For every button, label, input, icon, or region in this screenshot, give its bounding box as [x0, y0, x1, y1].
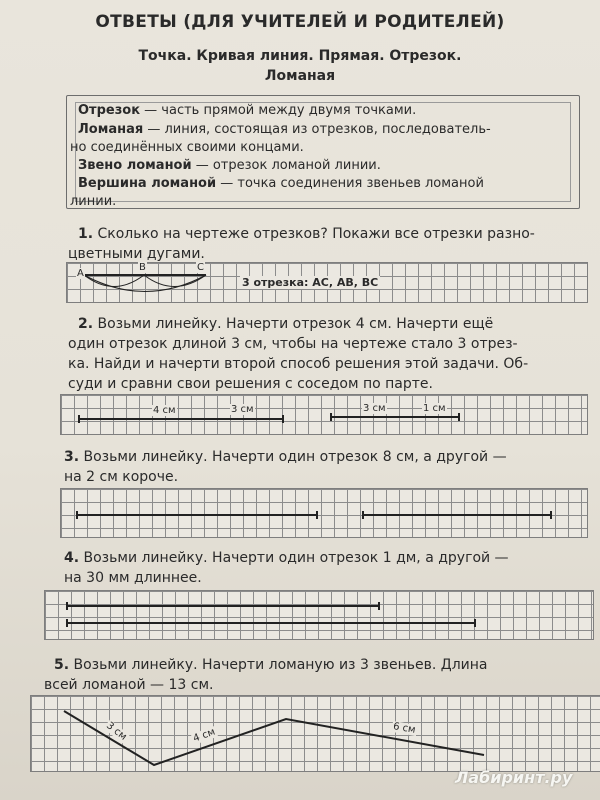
- task-4-line-1: 4. Возьми линейку. Начерти один отрезок 1 дм, а другой —: [64, 550, 509, 566]
- task-1-line-1: 1. Сколько на чертеже отрезков? Покажи все отрезки разно-: [78, 226, 535, 242]
- task-3-grid: [60, 488, 588, 538]
- task-4-grid: [44, 590, 594, 640]
- task-1-answer: 3 отрезка: АС, АВ, ВС: [242, 276, 379, 289]
- task-1-line-2: цветными дугами.: [68, 246, 205, 262]
- page-title: ОТВЕТЫ (ДЛЯ УЧИТЕЛЕЙ И РОДИТЕЛЕЙ): [95, 12, 505, 32]
- label-1cm: 1 см: [423, 403, 446, 414]
- definition-link: Звено ломаной — отрезок ломаной линии.: [78, 158, 381, 173]
- label-6cm: 6 см: [392, 721, 417, 736]
- point-b-label: B: [139, 262, 146, 273]
- page-subtitle: [0, 46, 600, 86]
- subtitle-line-1: Точка. Кривая линия. Прямая. Отрезок.: [138, 48, 462, 64]
- point-c-label: C: [197, 262, 204, 273]
- task-2-line-1: 2. Возьми линейку. Начерти отрезок 4 см. Начерти ещё: [78, 316, 494, 332]
- task-4-line-2: на 30 мм длиннее.: [64, 570, 202, 586]
- label-4cm-poly: 4 см: [191, 726, 217, 745]
- definition-segment: Отрезок — часть прямой между двумя точками.: [78, 103, 417, 118]
- task-3-segment-8cm: [76, 514, 318, 516]
- task-2-segment-left: [78, 418, 284, 420]
- task-3-segment-6cm: [362, 514, 552, 516]
- subtitle-line-2: Ломаная: [264, 68, 336, 84]
- task-5-line-2: всей ломаной — 13 см.: [44, 677, 214, 693]
- term-polyline: Ломаная: [78, 122, 144, 137]
- definition-polyline: Ломаная — линия, состоящая из отрезков, последователь-: [78, 122, 491, 137]
- watermark-logo: Лабиринт.ру: [455, 768, 573, 787]
- task-4-segment-13cm: [66, 622, 476, 624]
- label-3cm-b: 3 см: [363, 403, 386, 414]
- label-4cm: 4 см: [153, 405, 176, 416]
- task-5-line-1: 5. Возьми линейку. Начерти ломаную из 3 звеньев. Длина: [54, 657, 488, 673]
- definition-vertex: Вершина ломаной — точка соединения звеньев ломаной: [78, 176, 484, 191]
- point-a-label: A: [77, 268, 84, 279]
- definition-vertex-cont: линии.: [70, 194, 117, 209]
- task-3-line-2: на 2 см короче.: [64, 469, 179, 485]
- term-segment: Отрезок: [78, 103, 141, 118]
- task-4-segment-1dm: [66, 605, 380, 607]
- definition-polyline-cont: но соединённых своими концами.: [70, 140, 304, 155]
- term-link: Звено ломаной: [78, 158, 192, 173]
- task-3-line-1: 3. Возьми линейку. Начерти один отрезок 8 см, а другой —: [64, 449, 507, 465]
- task-2-line-4: суди и сравни свои решения с соседом по парте.: [68, 376, 433, 392]
- label-3cm-a: 3 см: [231, 404, 254, 415]
- label-3cm: 3 см: [104, 720, 129, 743]
- task-2-line-3: ка. Найди и начерти второй способ решения этой задачи. Об-: [68, 356, 529, 372]
- task-2-grid: [60, 394, 588, 435]
- task-2-segment-right: [330, 416, 460, 418]
- term-vertex: Вершина ломаной: [78, 176, 217, 191]
- task-2-line-2: один отрезок длиной 3 см, чтобы на чертеже стало 3 отрез-: [68, 336, 518, 352]
